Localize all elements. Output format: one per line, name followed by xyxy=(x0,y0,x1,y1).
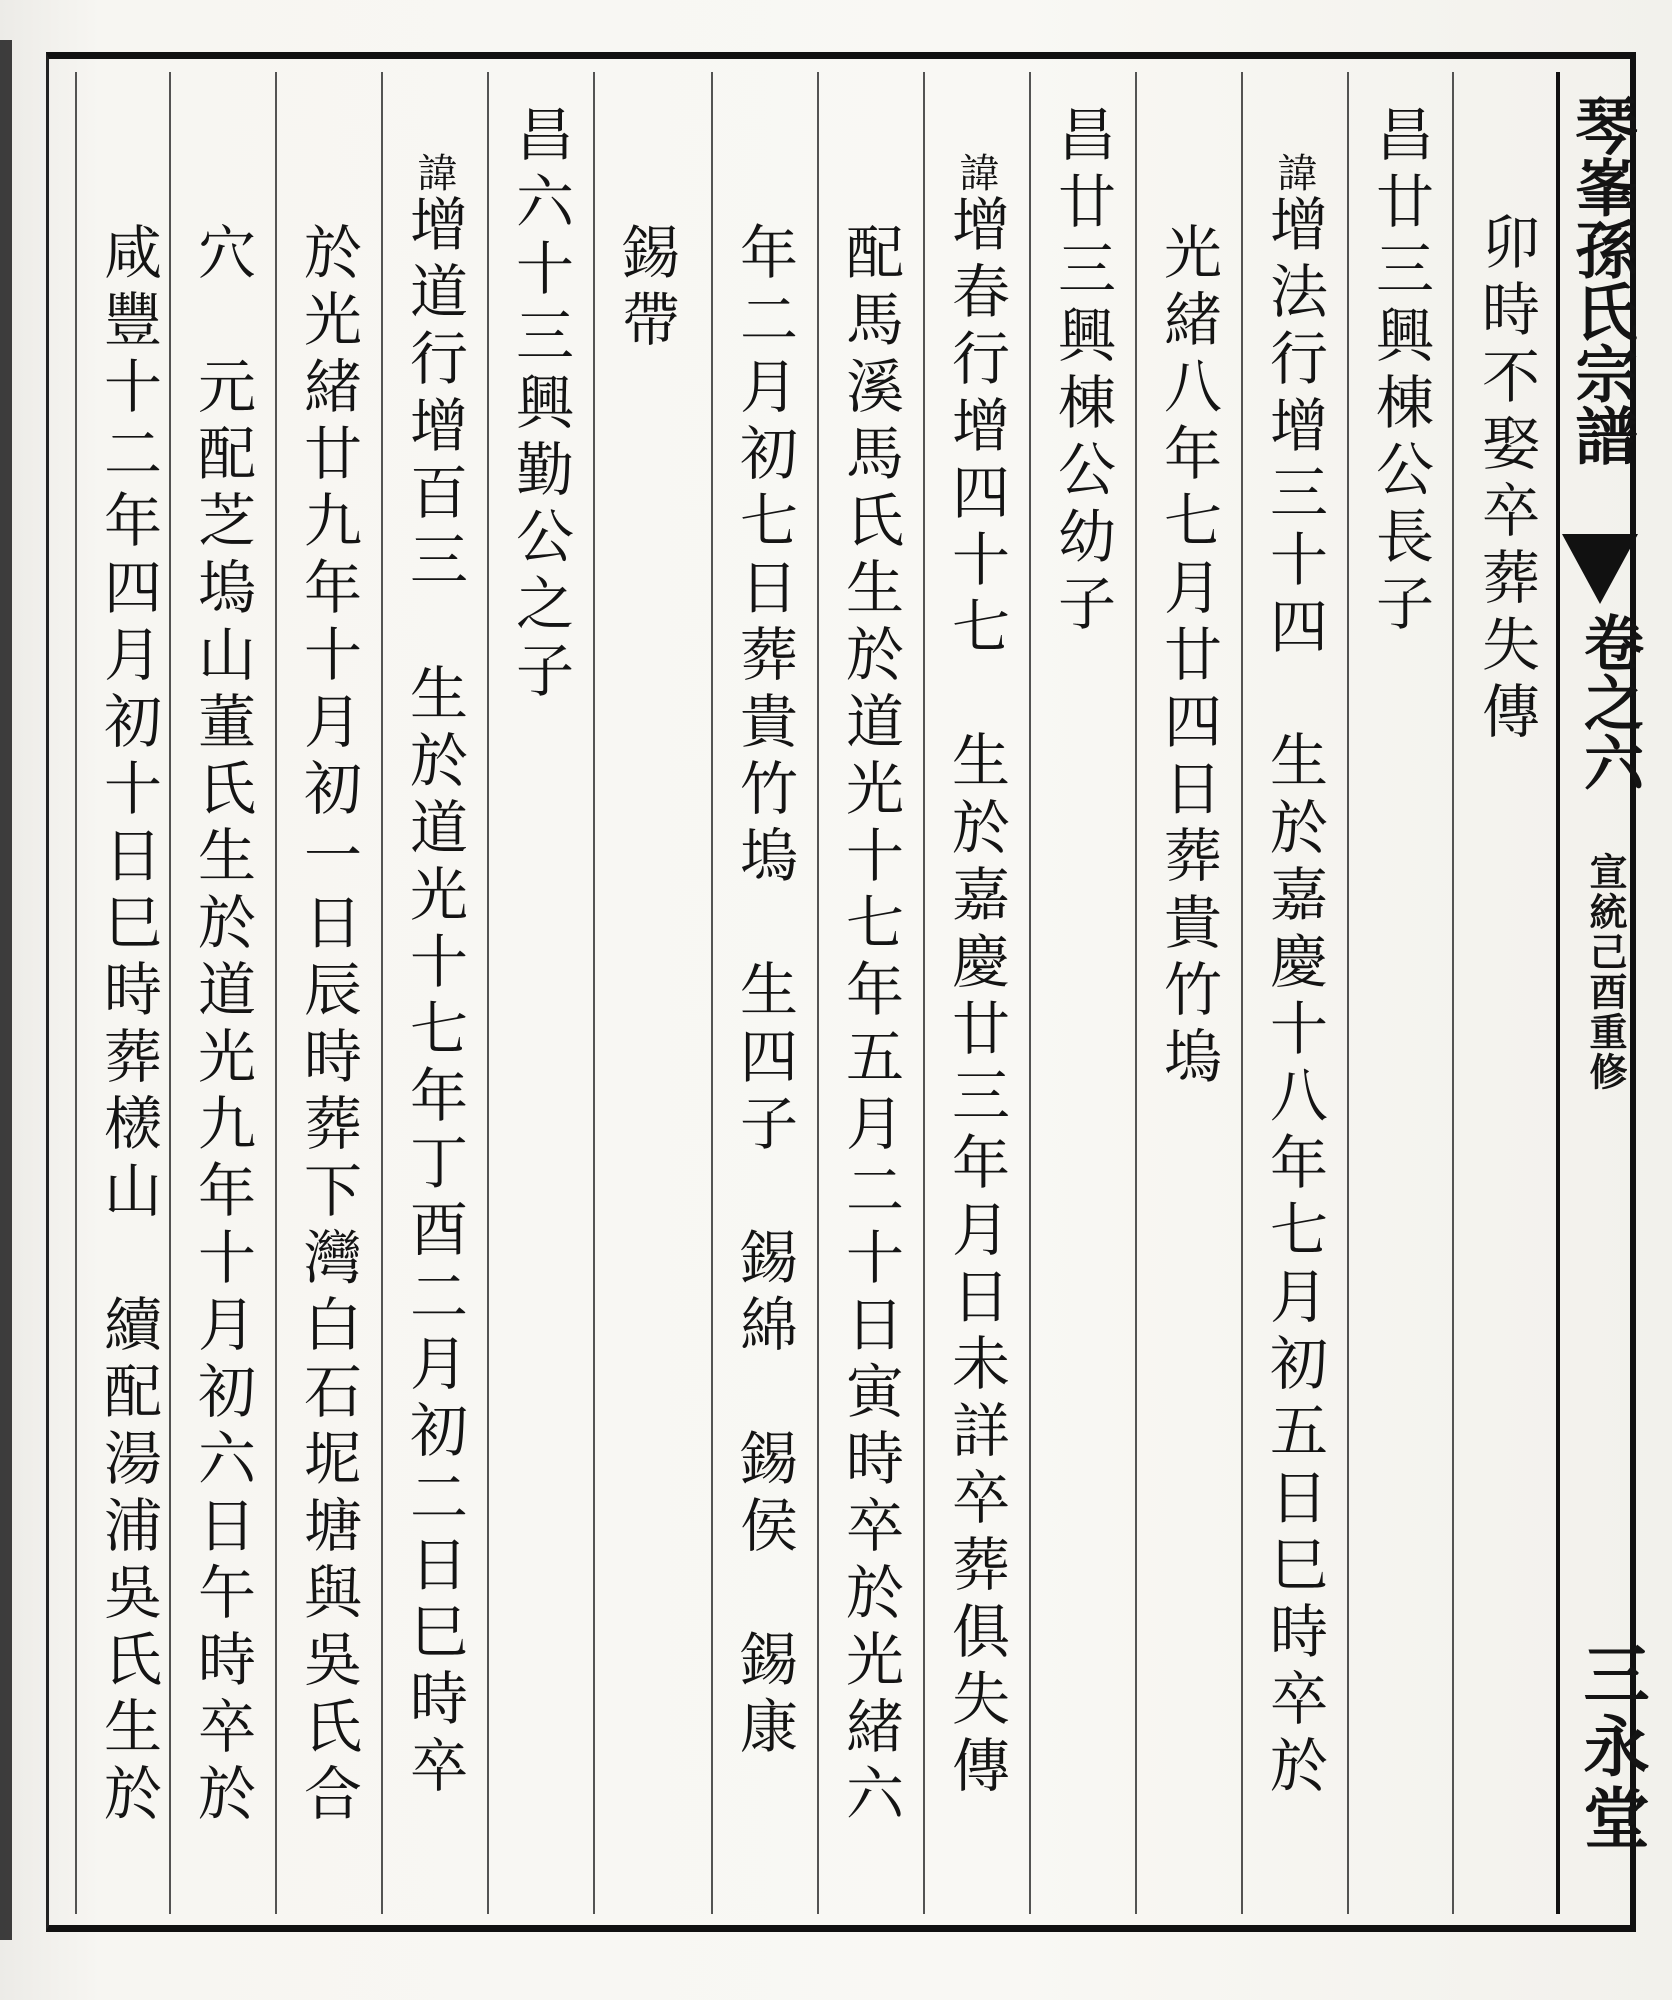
page-edge-shadow xyxy=(0,40,12,1940)
column-divider xyxy=(75,72,77,1914)
edition-label: 宣統己酉重修 xyxy=(1583,852,1628,1092)
column-text: 昌廿三興棟公長子 xyxy=(1366,104,1434,640)
column-text: 光緒八年七月廿四日葬貴竹塢 xyxy=(1154,222,1222,1093)
column-divider xyxy=(169,72,171,1914)
column-divider xyxy=(817,72,819,1914)
column-text: 於光緒廿九年十月初一日辰時葬下灣白石坭塘與吳氏合 xyxy=(294,222,362,1830)
text-column xyxy=(1466,212,1546,748)
column-divider xyxy=(275,72,277,1914)
column-text: 增法行增三十四 生於嘉慶十八年七月初五日巳時卒於 xyxy=(1260,194,1328,1802)
taboo-name-marker: 諱 xyxy=(411,152,457,194)
column-text: 卯時不娶卒葬失傳 xyxy=(1472,212,1540,748)
column-divider xyxy=(381,72,383,1914)
column-text: 增春行增四十七 生於嘉慶廿三年月日未詳卒葬俱失傳 xyxy=(942,194,1010,1802)
column-text: 穴 元配芝塢山董氏生於道光九年十月初六日午時卒於 xyxy=(188,222,256,1830)
text-column xyxy=(1148,222,1228,1093)
page-margin-column xyxy=(1562,72,1650,1914)
text-column xyxy=(500,104,580,707)
text-column xyxy=(1042,104,1122,640)
column-text: 昌廿三興棟公幼子 xyxy=(1048,104,1116,640)
column-divider xyxy=(711,72,713,1914)
column-divider xyxy=(1347,72,1349,1914)
column-text: 增道行增百三 生於道光十七年丁酉二月初二日巳時卒 xyxy=(400,194,468,1802)
book-title: 琴峯孫氏宗譜 xyxy=(1565,94,1638,466)
column-text: 錫帶 xyxy=(612,222,680,356)
column-divider xyxy=(1029,72,1031,1914)
margin-divider xyxy=(1556,72,1560,1914)
text-column xyxy=(88,222,168,1830)
column-divider xyxy=(593,72,595,1914)
column-text: 昌六十三興勤公之子 xyxy=(506,104,574,707)
taboo-name-marker: 諱 xyxy=(1271,152,1317,194)
column-divider xyxy=(487,72,489,1914)
text-column xyxy=(288,222,368,1830)
column-text: 咸豐十二年四月初十日巳時葬檨山 續配湯浦吳氏生於 xyxy=(94,222,162,1830)
column-divider xyxy=(1452,72,1454,1914)
text-column xyxy=(1254,152,1334,1802)
text-column xyxy=(936,152,1016,1802)
volume-label: 卷之六 xyxy=(1574,612,1644,792)
column-divider xyxy=(1241,72,1243,1914)
text-column xyxy=(394,152,474,1802)
hall-name: 三永堂 xyxy=(1572,1640,1650,1856)
column-text: 年二月初七日葬貴竹塢 生四子 錫綿 錫侯 錫康 xyxy=(730,222,798,1763)
taboo-name-marker: 諱 xyxy=(953,152,999,194)
text-column xyxy=(182,222,262,1830)
column-text: 配馬溪馬氏生於道光十七年五月二十日寅時卒於光緒六 xyxy=(836,222,904,1830)
text-column xyxy=(1360,104,1440,640)
fishtail-mark xyxy=(1562,534,1638,604)
text-column xyxy=(724,222,804,1763)
column-divider xyxy=(923,72,925,1914)
text-column xyxy=(830,222,910,1830)
column-divider xyxy=(1135,72,1137,1914)
text-column xyxy=(606,222,686,356)
